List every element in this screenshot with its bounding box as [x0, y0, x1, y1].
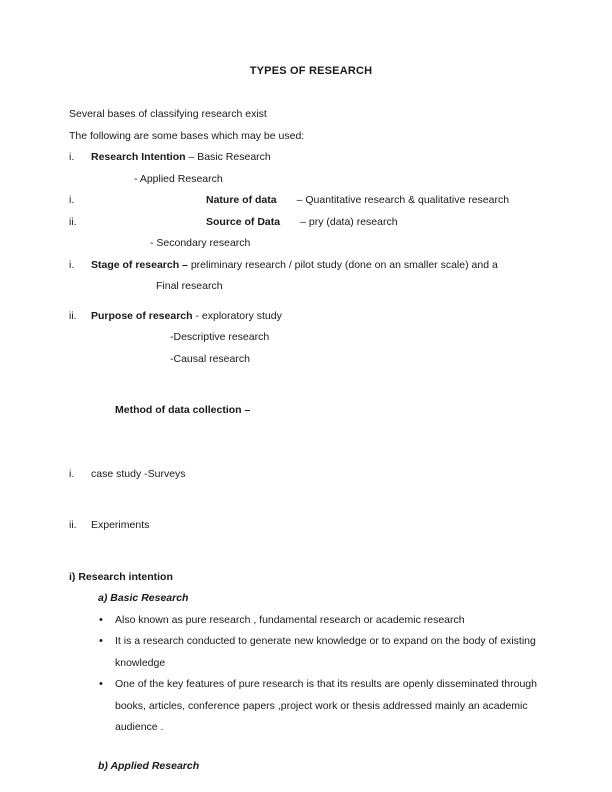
list-item-body	[91, 190, 542, 212]
basis-dash: -	[192, 309, 202, 322]
bullet-icon: •	[99, 635, 103, 647]
list-item	[69, 610, 542, 632]
basis-continuation-applied-research: - Applied Research	[134, 172, 223, 185]
list-item-body	[91, 306, 542, 328]
list-item	[69, 306, 542, 328]
bullet-text: One of the key features of pure research is that its results are openly disseminated through books, articles, conference papers ,project work or thesis addressed mainly an academic audience .	[115, 678, 537, 733]
list-item	[69, 255, 542, 277]
basis-item-nature-of-data	[0, 190, 612, 212]
basis-heading: Source of Data	[206, 215, 281, 228]
basis-dash: –	[188, 151, 198, 163]
intro-block	[0, 104, 612, 147]
basis-dash: –	[300, 215, 309, 228]
basis-heading: Research Intention	[91, 151, 189, 163]
basis-text: exploratory study	[201, 309, 282, 322]
bullet-text: It is a research conducted to generate new knowledge or to expand on the body of existing knowledge	[115, 635, 536, 669]
section-block	[0, 567, 612, 778]
list-item	[69, 631, 542, 674]
list-marker: i.	[69, 467, 75, 480]
subsection-heading-applied-research: b) Applied Research	[98, 759, 200, 772]
basis-item-stage-of-research	[0, 255, 612, 277]
bullet-icon: •	[99, 613, 103, 626]
list-item	[69, 212, 542, 234]
method-of-data-collection-heading: Method of data collection –	[115, 404, 251, 416]
basis-dash: –	[296, 194, 306, 206]
basis-dash: –	[182, 258, 191, 271]
list-item	[69, 515, 542, 537]
list-item-body: Experiments	[91, 519, 150, 531]
list-marker: i.	[69, 258, 75, 271]
basis-item-purpose-of-research	[0, 306, 612, 328]
list-marker: ii.	[69, 215, 77, 228]
list-item	[69, 190, 542, 212]
basis-text: preliminary research / pilot study (done on an smaller scale) and a	[190, 258, 498, 271]
list-item	[69, 674, 542, 739]
list-marker: ii.	[69, 309, 77, 322]
list-marker: i.	[69, 151, 75, 163]
basis-text: Basic Research	[197, 151, 271, 163]
basis-continuation-causal-research: -Causal research	[170, 352, 250, 365]
method-item-case-study	[0, 464, 612, 486]
basis-text: pry (data) research	[308, 215, 398, 228]
list-item-body	[91, 212, 542, 234]
list-item-body	[91, 255, 542, 277]
basis-text: Quantitative research & qualitative research	[305, 194, 510, 206]
basis-continuation-descriptive-research: -Descriptive research	[170, 331, 270, 343]
bullet-text: Also known as pure research , fundamental research or academic research	[115, 613, 465, 626]
subsection-heading-basic-research: a) Basic Research	[98, 592, 189, 604]
basis-continuation-final-research: Final research	[156, 280, 223, 292]
bullet-icon: •	[99, 678, 103, 690]
list-marker: ii.	[69, 519, 77, 531]
basis-continuation-secondary-research: - Secondary research	[150, 237, 251, 249]
list-item	[69, 147, 542, 169]
intro-line-2: The following are some bases which may be used:	[69, 129, 305, 142]
method-item-experiments	[0, 515, 612, 537]
page-title: TYPES OF RESEARCH	[249, 65, 373, 77]
list-item	[69, 464, 542, 486]
basis-heading: Nature of data	[206, 194, 277, 206]
basis-item-source-of-data	[0, 212, 612, 234]
intro-line-1: Several bases of classifying research exist	[69, 108, 267, 120]
basis-heading: Stage of research	[91, 258, 183, 271]
section-heading-research-intention: i) Research intention	[69, 570, 173, 583]
list-item-body: case study -Surveys	[91, 467, 186, 480]
basis-item-research-intention	[0, 147, 612, 169]
list-item-body	[91, 147, 542, 169]
basis-heading: Purpose of research	[91, 309, 193, 322]
list-marker: i.	[69, 194, 75, 206]
